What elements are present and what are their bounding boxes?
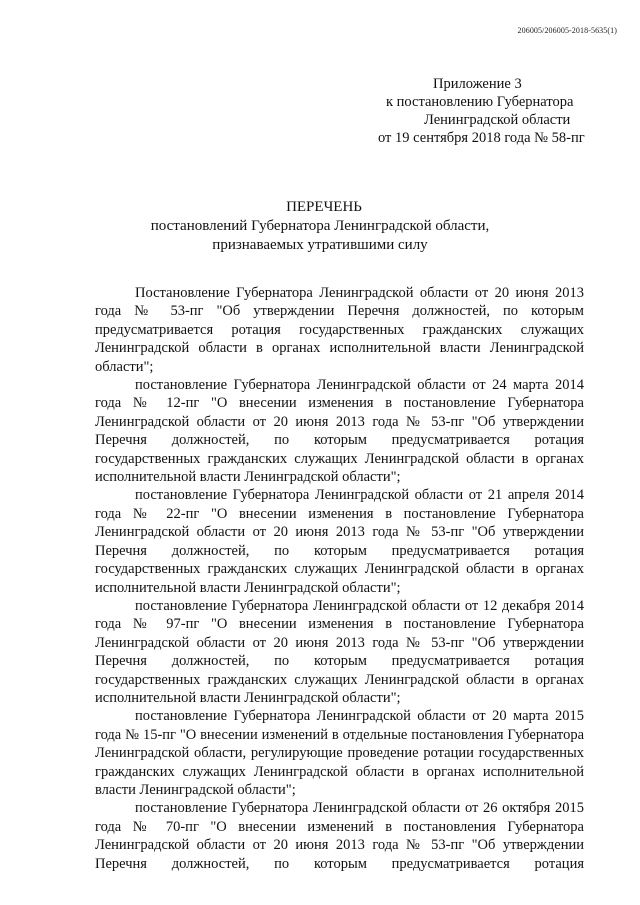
list-item: постановление Губернатора Ленинградской области от 12 декабря 2014 года № 97-пг "О внесении изменения в постановление Губернатора Ленинградской области от 20 июня 2013 года № 53-пг "Об утверждении Перечня должностей, по которым предусматривается ротация государственных гражданских служащих Ленинградской области в органах исполнительной власти Ленинградской области"; bbox=[95, 597, 584, 706]
document-id: 206005/206005-2018-5635(1) bbox=[517, 26, 617, 35]
document-body bbox=[95, 284, 584, 873]
list-item: постановление Губернатора Ленинградской области от 20 марта 2015 года № 15-пг "О внесении изменений в отдельные постановления Губернатора Ленинградской области, регулирующие проведение ротации государственных гражданских служащих Ленинградской области в органах исполнительной власти Ленинградской области"; bbox=[95, 708, 584, 798]
title-subtitle-line2: признаваемых утратившими силу bbox=[212, 237, 428, 253]
list-item: постановление Губернатора Ленинградской области от 21 апреля 2014 года № 22-пг "О внесении изменения в постановление Губернатора Ленинградской области от 20 июня 2013 года № 53-пг "Об утверждении Перечня должностей, по которым предусматривается ротация государственных гражданских служащих Ленинградской области в органах исполнительной власти Ленинградской области"; bbox=[95, 487, 584, 596]
title-subtitle-line1: постановлений Губернатора Ленинградской области, bbox=[150, 218, 490, 234]
appendix-reference: к постановлению Губернатора bbox=[386, 94, 574, 110]
list-item: постановление Губернатора Ленинградской области от 26 октября 2015 года № 70-пг "О внесении изменений в постановления Губернатора Ленинградской области от 20 июня 2013 года № 53-пг "Об утверждении Перечня должностей, по которым предусматривается ротация bbox=[95, 800, 584, 872]
appendix-date: от 19 сентября 2018 года № 58-пг bbox=[378, 130, 585, 146]
title-main: ПЕРЕЧЕНЬ bbox=[286, 199, 362, 215]
list-item: Постановление Губернатора Ленинградской области от 20 июня 2013 года № 53-пг "Об утверждении Перечня должностей, по которым предусматривается ротация государственных гражданских служащих Ленинградской области в органах исполнительной власти Ленинградской области"; bbox=[95, 285, 584, 375]
appendix-number: Приложение 3 bbox=[433, 76, 522, 92]
appendix-block bbox=[378, 75, 598, 147]
document-title bbox=[0, 198, 640, 255]
list-item: постановление Губернатора Ленинградской области от 24 марта 2014 года № 12-пг "О внесении изменения в постановление Губернатора Ленинградской области от 20 июня 2013 года № 53-пг "Об утверждении Перечня должностей, по которым предусматривается ротация государственных гражданских служащих Ленинградской области в органах исполнительной власти Ленинградской области"; bbox=[95, 377, 584, 486]
appendix-region: Ленинградской области bbox=[424, 112, 571, 128]
